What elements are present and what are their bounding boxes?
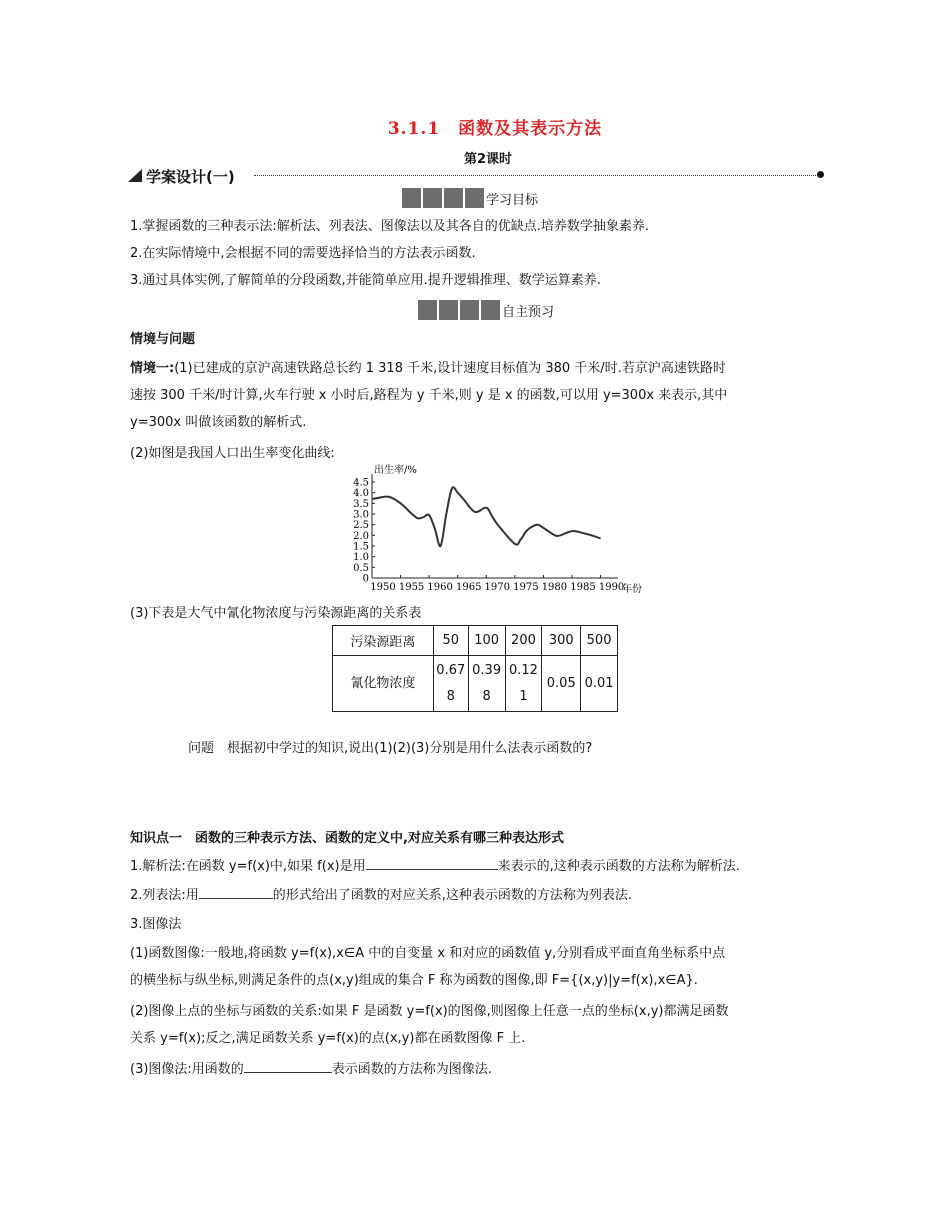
fill-blank[interactable] [199, 884, 273, 899]
chart-y-tick-label: 4.5 [353, 477, 369, 489]
question: 问题 根据初中学过的知识,说出(1)(2)(3)分别是用什么法表示函数的? [188, 741, 593, 756]
chart-y-tick-label: 0.5 [353, 562, 369, 574]
page-title: 3.1.1 函数及其表示方法 [387, 119, 603, 139]
heading-blocks-icon [402, 188, 484, 208]
situation-title: 情境与问题 [130, 332, 196, 347]
goal-item: 2.在实际情境中,会根据不同的需要选择恰当的方法表示函数. [130, 246, 476, 261]
knowledge-p2: 2.列表法:用 的形式给出了函数的对应关系,这种表示函数的方法称为列表法. [130, 882, 830, 909]
chart-x-tick-label: 1965 [455, 582, 482, 593]
goal-item: 1.掌握函数的三种表示法:解析法、列表法、图像法以及其各自的优缺点.培养数学抽象素养. [130, 219, 650, 234]
table-cell: 污染源距离 [333, 626, 434, 656]
section-banner [126, 166, 826, 186]
situation-item3: (3)下表是大气中氰化物浓度与污染源距离的关系表 [130, 606, 422, 621]
goals-heading-label: 学习目标 [486, 192, 539, 208]
table-cell: 0.05 [542, 656, 581, 712]
chart-x-tick-label: 1980 [541, 582, 568, 593]
situation1-line3: y=300x 叫做该函数的解析式. [130, 415, 307, 430]
chart-y-tick-label: 0 [362, 573, 369, 585]
chart-y-tick-label: 1.5 [353, 541, 369, 553]
preview-heading [418, 300, 554, 320]
chart-x-tick-label: 1970 [484, 582, 511, 593]
fill-blank[interactable] [366, 855, 498, 870]
chart-y-tick-label: 2.0 [353, 530, 369, 542]
table-cell: 300 [542, 626, 581, 656]
chart-x-tick-label: 1960 [427, 582, 453, 593]
situation-item2: (2)如图是我国人口出生率变化曲线: [130, 446, 335, 461]
situation1-label: 情境一: [130, 361, 175, 376]
chart-y-tick-label: 2.5 [353, 520, 369, 532]
situation1-line2: 速按 300 千米/时计算,火车行驶 x 小时后,路程为 y 千米,则 y 是 x 的函数,可以用 y=300x 来表示,其中 [130, 388, 728, 403]
banner-label: 学案设计(一) [146, 168, 235, 186]
heading-blocks-icon [418, 300, 500, 320]
knowledge-p4-line2: 的横坐标与纵坐标,则满足条件的点(x,y)组成的集合 F 称为函数的图像,即 F={(x,y)|y=f(x),x∈A}. [130, 973, 698, 988]
banner-triangle-icon [128, 169, 142, 182]
fill-blank[interactable] [244, 1058, 332, 1073]
situation1 [130, 355, 830, 436]
chart-y-tick-label: 3.0 [353, 509, 369, 521]
table-cell: 100 [468, 626, 505, 656]
table-cell: 500 [581, 626, 618, 656]
chart-x-tick-label: 1985 [570, 582, 596, 593]
table-cell: 0.12 1 [505, 656, 542, 712]
knowledge-p3: 3.图像法 [130, 917, 182, 932]
banner-end-dot-icon [817, 171, 824, 178]
chart-y-tick-label: 4.0 [353, 488, 369, 500]
situation1-line1: (1)已建成的京沪高速铁路总长约 1 318 千米,设计速度目标值为 380 千米/时.若京沪高速铁路时 [174, 361, 726, 376]
birth-rate-line [372, 487, 601, 546]
table-cell: 氰化物浓度 [333, 656, 434, 712]
table-row [333, 656, 618, 712]
chart-y-tick-label: 1.0 [353, 552, 369, 564]
table-row [333, 626, 618, 656]
knowledge-p5-line1: (2)图像上点的坐标与函数的关系:如果 F 是函数 y=f(x)的图像,则图像上任意一点的坐标(x,y)都满足函数 [130, 1004, 729, 1019]
chart-y-tick-label: 3.5 [353, 498, 369, 510]
knowledge-p1: 1.解析法:在函数 y=f(x)中,如果 f(x)是用 来表示的,这种表示函数的方法称为解析法. [130, 853, 830, 880]
table-cell: 0.39 8 [468, 656, 505, 712]
knowledge-p5-line2: 关系 y=f(x);反之,满足函数关系 y=f(x)的点(x,y)都在函数图像 F 上. [130, 1031, 526, 1046]
page-subtitle: 第2课时 [463, 152, 513, 167]
chart-x-tick-label: 1950 [370, 582, 396, 593]
knowledge-body [130, 853, 830, 1083]
knowledge-heading: 知识点一 函数的三种表示方法、函数的定义中,对应关系有哪三种表达形式 [130, 831, 564, 846]
chart-x-tick-label: 1990 [598, 582, 625, 593]
chart-x-tick-label: 1975 [513, 582, 539, 593]
goals-heading [402, 188, 538, 208]
knowledge-p6: (3)图像法:用函数的 表示函数的方法称为图像法. [130, 1056, 830, 1083]
goal-item: 3.通过具体实例,了解简单的分段函数,并能简单应用.提升逻辑推理、数学运算素养. [130, 273, 601, 288]
chart-ylabel: 出生率/% [374, 465, 417, 476]
chart-xlabel: 年份 [622, 584, 642, 595]
preview-heading-label: 自主预习 [502, 304, 555, 320]
table-cell: 0.01 [581, 656, 618, 712]
birth-rate-chart [340, 462, 650, 596]
banner-dotted-line [254, 175, 818, 176]
table-cell: 50 [433, 626, 468, 656]
knowledge-p4-line1: (1)函数图像:一般地,将函数 y=f(x),x∈A 中的自变量 x 和对应的函数值 y,分别看成平面直角坐标系中点 [130, 946, 726, 961]
table-cell: 0.67 8 [433, 656, 468, 712]
cyanide-table [332, 625, 618, 712]
goals-list [130, 213, 830, 294]
table-cell: 200 [505, 626, 542, 656]
chart-x-tick-label: 1955 [398, 582, 425, 593]
